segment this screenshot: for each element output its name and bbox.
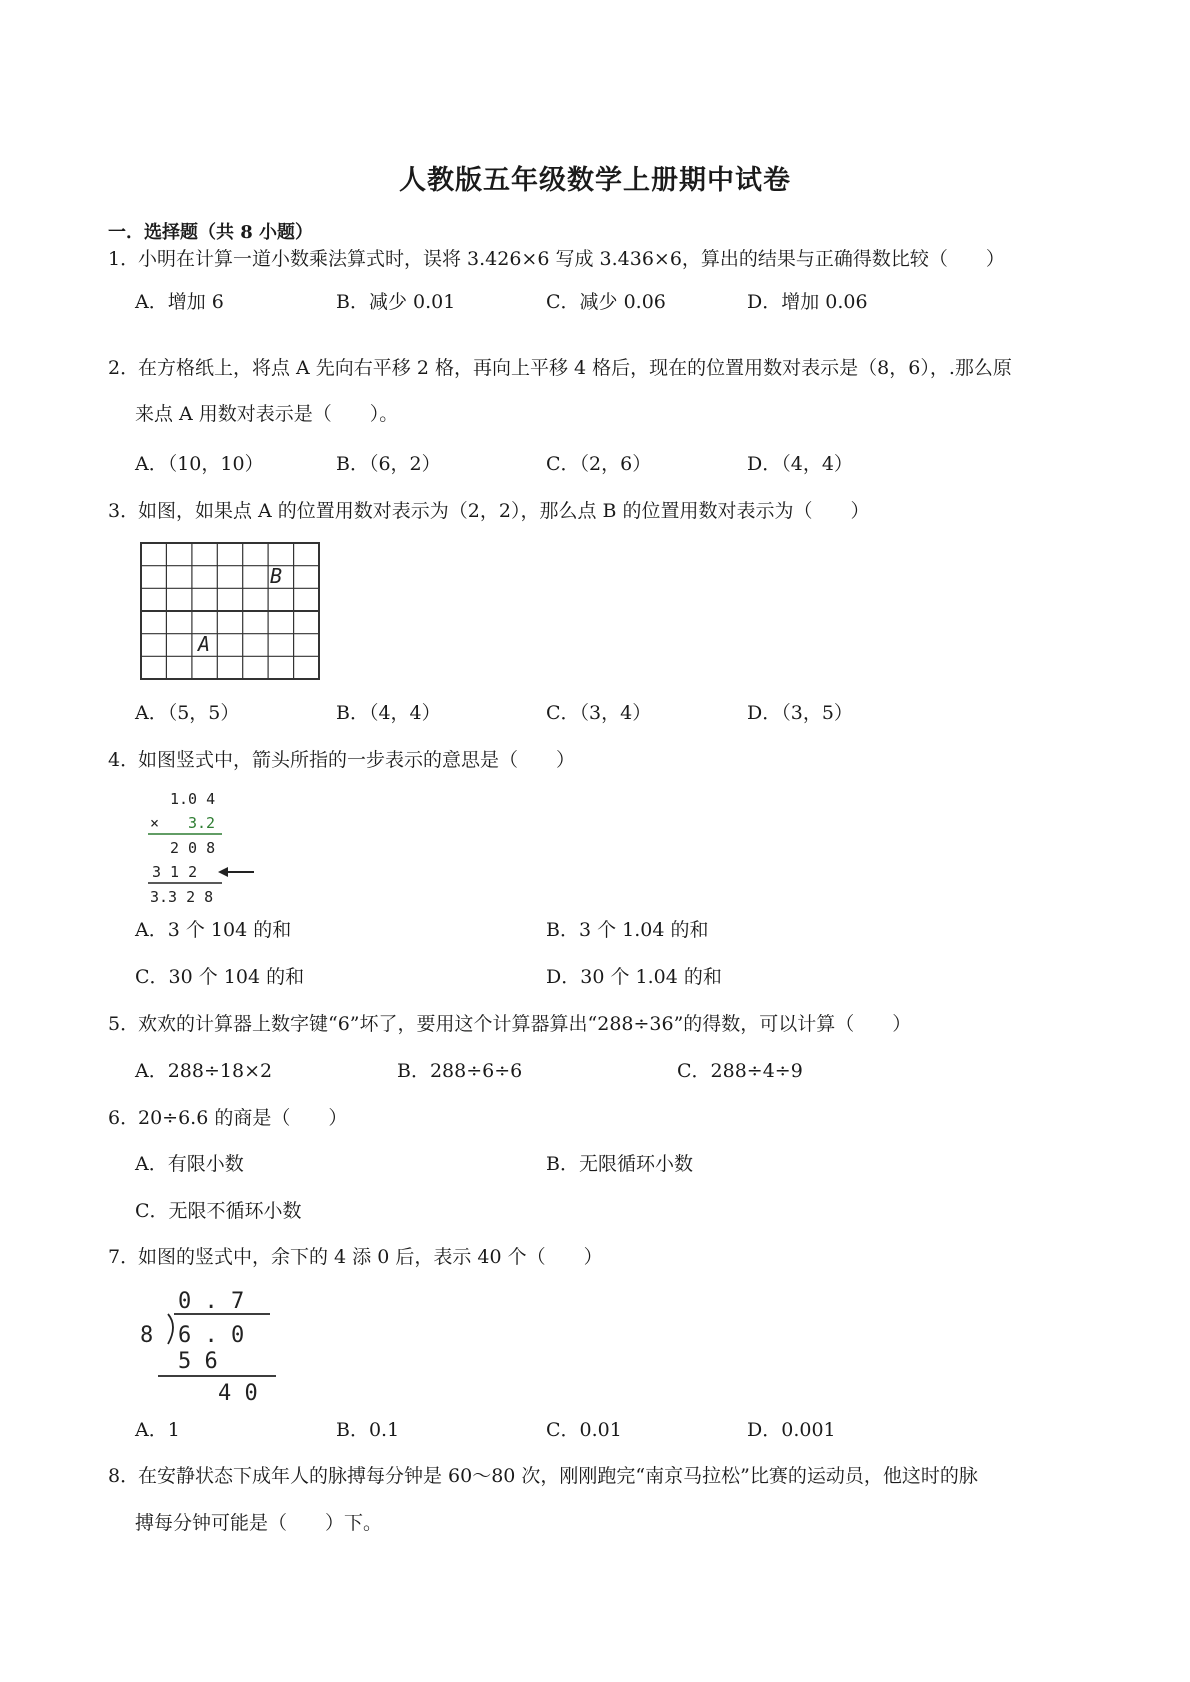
question-8-continuation: 搏每分钟可能是（ ）下。	[135, 1512, 383, 1534]
question-1-text: 小明在计算一道小数乘法算式时，误将 3.426×6 写成 3.436×6，算出的结果与正确得数比较（ ）	[138, 248, 1005, 270]
q5-option-a[interactable]: A．288÷18×2	[135, 1060, 273, 1082]
q5-option-b[interactable]: B．288÷6÷6	[397, 1060, 523, 1082]
question-8-text: 在安静状态下成年人的脉搏每分钟是 60～80 次，刚刚跑完“南京马拉松”比赛的运动员，他这时的脉	[138, 1465, 978, 1487]
long-division-figure	[138, 1286, 288, 1404]
section-heading: 一．选择题（共 8 小题）	[108, 222, 314, 243]
question-3-text: 如图，如果点 A 的位置用数对表示为（2，2），那么点 B 的位置用数对表示为（ ）	[138, 500, 870, 522]
q7-option-c[interactable]: C．0.01	[546, 1419, 622, 1441]
division-product: 5 6	[178, 1349, 218, 1374]
question-4-text: 如图竖式中，箭头所指的一步表示的意思是（ ）	[138, 749, 576, 771]
calc-row-3: 2 0 8	[170, 839, 216, 857]
question-7: 7．如图的竖式中，余下的 4 添 0 后，表示 40 个（ ）	[108, 1246, 603, 1268]
question-8: 8．在安静状态下成年人的脉搏每分钟是 60～80 次，刚刚跑完“南京马拉松”比赛的运动员，他这时的脉	[108, 1465, 978, 1487]
page-title: 人教版五年级数学上册期中试卷	[399, 165, 791, 196]
question-1: 1．小明在计算一道小数乘法算式时，误将 3.426×6 写成 3.436×6，算出的结果与正确得数比较（ ）	[108, 248, 1005, 270]
question-4: 4．如图竖式中，箭头所指的一步表示的意思是（ ）	[108, 749, 576, 771]
q6-option-b[interactable]: B．无限循环小数	[546, 1153, 693, 1175]
q4-option-b[interactable]: B．3 个 1.04 的和	[546, 919, 709, 941]
division-quotient: 0 . 7	[178, 1289, 245, 1314]
calc-row-2: 3.2	[188, 814, 216, 832]
q2-option-d[interactable]: D．（4，4）	[747, 453, 853, 475]
q4-option-a[interactable]: A．3 个 104 的和	[135, 919, 292, 941]
q1-option-c[interactable]: C．减少 0.06	[546, 291, 666, 313]
division-remainder: 4 0	[218, 1381, 258, 1404]
coordinate-grid-figure	[140, 542, 322, 682]
q3-option-d[interactable]: D．（3，5）	[747, 702, 853, 724]
q4-option-d[interactable]: D．30 个 1.04 的和	[546, 966, 722, 988]
grid-point-a-label: A	[198, 632, 211, 656]
question-6: 6．20÷6.6 的商是（ ）	[108, 1107, 348, 1129]
q5-option-c[interactable]: C．288÷4÷9	[677, 1060, 803, 1082]
calc-row-1: 1.0 4	[170, 790, 216, 808]
question-2-text: 在方格纸上，将点 A 先向右平移 2 格，再向上平移 4 格后，现在的位置用数对表示是（8，6），.那么原	[138, 357, 1012, 379]
q7-option-b[interactable]: B．0.1	[336, 1419, 400, 1441]
division-divisor: 8	[140, 1323, 154, 1348]
multiplication-figure	[140, 786, 260, 906]
q6-option-a[interactable]: A．有限小数	[135, 1153, 244, 1175]
q3-option-a[interactable]: A．（5，5）	[135, 702, 240, 724]
question-7-text: 如图的竖式中，余下的 4 添 0 后，表示 40 个（ ）	[138, 1246, 603, 1268]
question-2-continuation: 来点 A 用数对表示是（ ）。	[135, 403, 399, 425]
q1-option-d[interactable]: D．增加 0.06	[747, 291, 868, 313]
question-2: 2．在方格纸上，将点 A 先向右平移 2 格，再向上平移 4 格后，现在的位置用数对表示是（8，6），.那么原	[108, 357, 1012, 379]
q7-option-a[interactable]: A．1	[135, 1419, 180, 1441]
calc-row-5: 3.3 2 8	[150, 888, 214, 906]
question-6-text: 20÷6.6 的商是（ ）	[138, 1107, 348, 1129]
q6-option-c[interactable]: C．无限不循环小数	[135, 1200, 302, 1222]
division-dividend: 6 . 0	[178, 1323, 245, 1348]
question-3: 3．如图，如果点 A 的位置用数对表示为（2，2），那么点 B 的位置用数对表示为（ ）	[108, 500, 870, 522]
question-5: 5．欢欢的计算器上数字键“6”坏了，要用这个计算器算出“288÷36”的得数，可以计算（ ）	[108, 1013, 912, 1035]
q2-option-b[interactable]: B．（6，2）	[336, 453, 441, 475]
q7-option-d[interactable]: D．0.001	[747, 1419, 836, 1441]
q2-option-a[interactable]: A．（10，10）	[135, 453, 264, 475]
q4-option-c[interactable]: C．30 个 104 的和	[135, 966, 305, 988]
q1-option-a[interactable]: A．增加 6	[135, 291, 224, 313]
arrow-icon	[218, 867, 228, 877]
q3-option-b[interactable]: B．（4，4）	[336, 702, 441, 724]
calc-row-4: 3 1 2	[152, 863, 198, 881]
q3-option-c[interactable]: C．（3，4）	[546, 702, 652, 724]
question-5-text: 欢欢的计算器上数字键“6”坏了，要用这个计算器算出“288÷36”的得数，可以计算（ ）	[138, 1013, 912, 1035]
q1-option-b[interactable]: B．减少 0.01	[336, 291, 456, 313]
q2-option-c[interactable]: C．（2，6）	[546, 453, 652, 475]
grid-point-b-label: B	[270, 564, 283, 588]
calc-times-sign: ×	[150, 814, 160, 832]
